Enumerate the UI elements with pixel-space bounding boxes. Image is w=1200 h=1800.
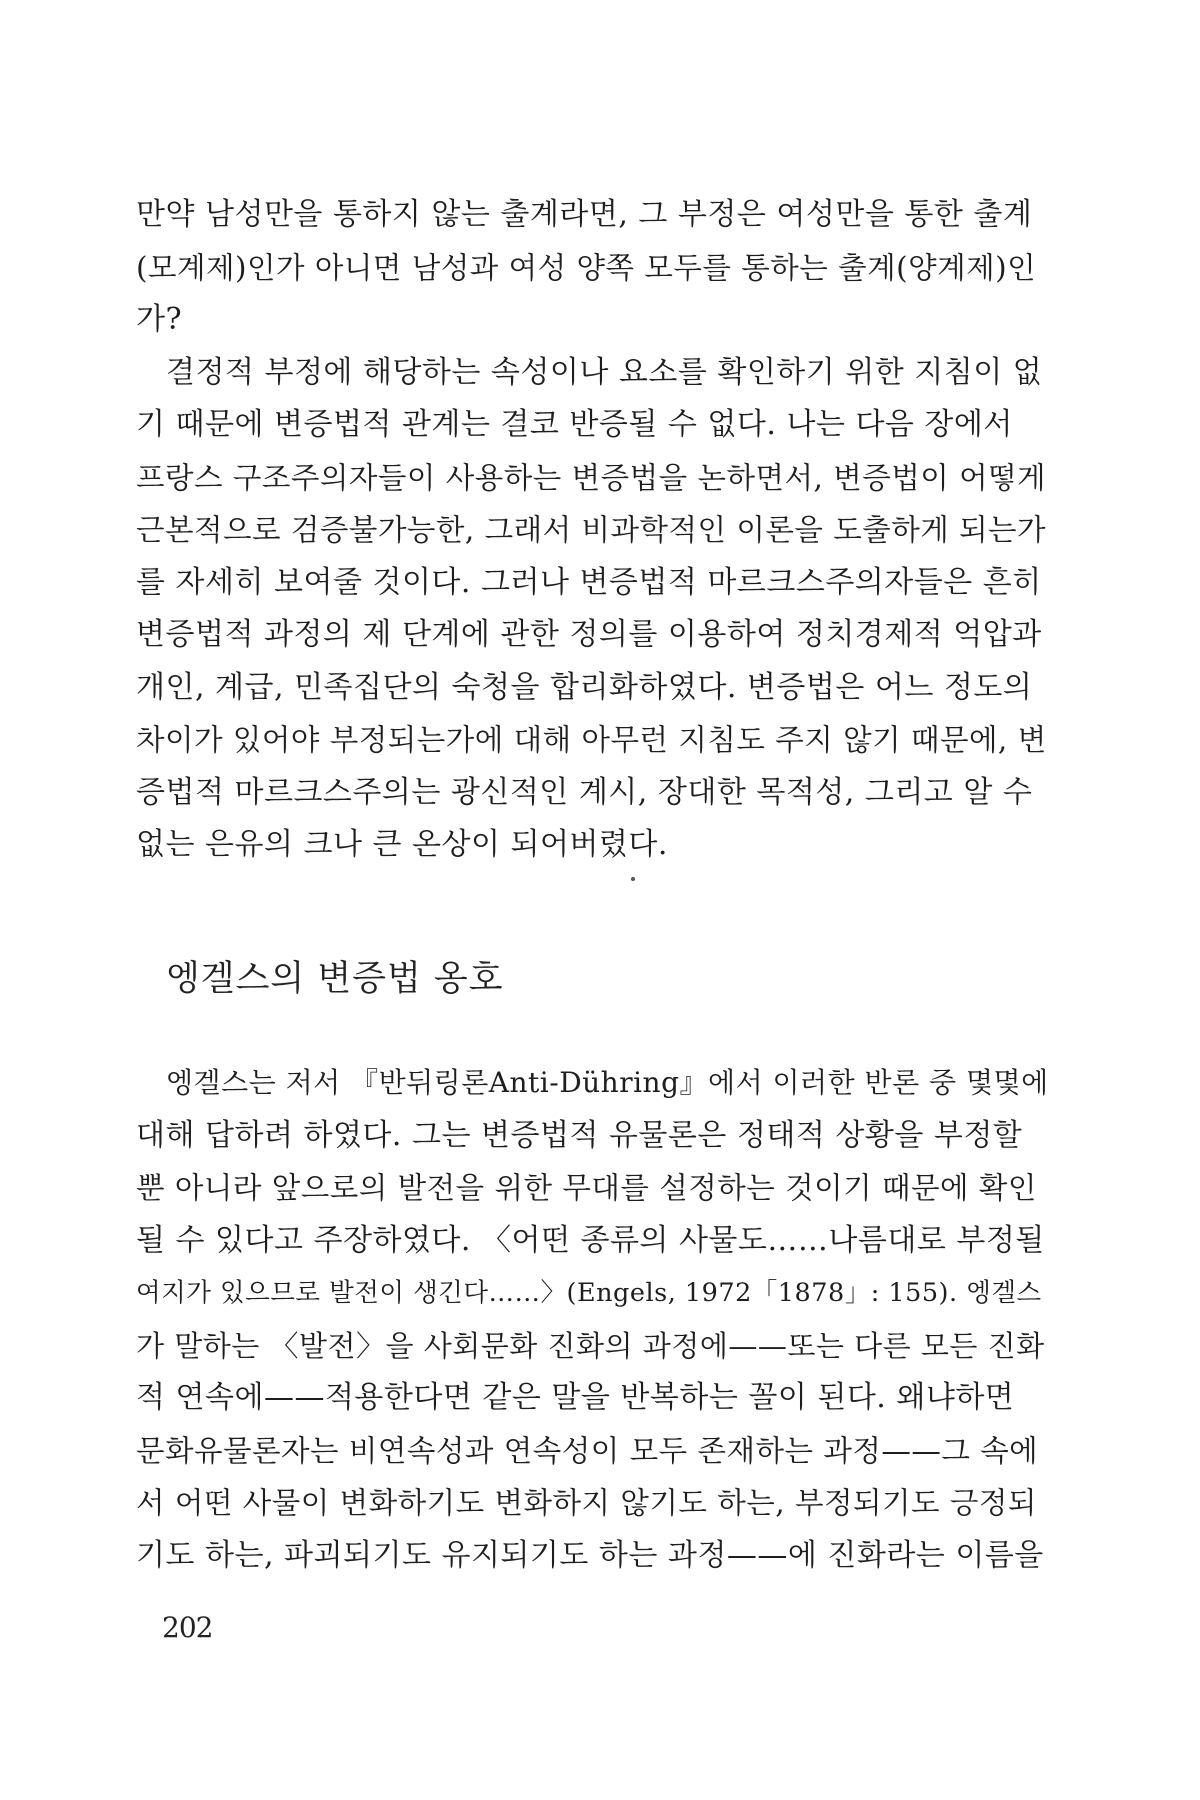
body-line: 를 자세히 보여줄 것이다. 그러나 변증법적 마르크스주의자들은 흔히 bbox=[136, 564, 1042, 600]
body-line: 차이가 있어야 부정되는가에 대해 아무런 지침도 주지 않기 때문에, 변 bbox=[136, 723, 1047, 757]
body-line: 기 때문에 변증법적 관계는 결코 반증될 수 없다. 나는 다음 장에서 bbox=[136, 407, 1013, 442]
body-line: 기도 하는, 파괴되기도 유지되기도 하는 과정——에 진화라는 이름을 bbox=[136, 1537, 1044, 1573]
body-line: 적 연속에——적용한다면 같은 말을 반복하는 꼴이 된다. 왜냐하면 bbox=[136, 1380, 1015, 1415]
body-line: 만약 남성만을 통하지 않는 출계라면, 그 부정은 여성만을 통한 출계 bbox=[136, 197, 1033, 232]
body-line: 없는 은유의 크나 큰 온상이 되어버렸다. bbox=[136, 827, 668, 862]
body-line: 증법적 마르크스주의는 광신적인 계시, 장대한 목적성, 그리고 알 수 bbox=[136, 774, 1033, 810]
body-line: 결정적 부정에 해당하는 속성이나 요소를 확인하기 위한 지침이 없 bbox=[166, 354, 1043, 390]
section-divider-dot bbox=[631, 877, 635, 881]
body-line: 가 말하는 〈발전〉을 사회문화 진화의 과정에——또는 다른 모든 진화 bbox=[136, 1328, 1045, 1363]
body-line: 문화유물론자는 비연속성과 연속성이 모두 존재하는 과정——그 속에 bbox=[136, 1433, 1039, 1468]
body-line: 근본적으로 검증불가능한, 그래서 비과학적인 이론을 도출하게 되는가 bbox=[136, 513, 1047, 547]
body-line: 변증법적 과정의 제 단계에 관한 정의를 이용하여 정치경제적 억압과 bbox=[136, 617, 1042, 652]
body-line: 가? bbox=[136, 302, 183, 337]
body-line: 프랑스 구조주의자들이 사용하는 변증법을 논하면서, 변증법이 어떻게 bbox=[136, 460, 1047, 495]
body-line: 될 수 있다고 주장하였다. 〈어떤 종류의 사물도……나름대로 부정될 bbox=[136, 1222, 1045, 1258]
body-line: 여지가 있으므로 발전이 생긴다……〉(Engels, 1972「1878」: 155). 엥겔스 bbox=[136, 1278, 1042, 1308]
body-line: 뿐 아니라 앞으로의 발전을 위한 무대를 설정하는 것이기 때문에 확인 bbox=[136, 1171, 1037, 1205]
upper-text-block bbox=[136, 189, 1050, 872]
lower-text-block bbox=[136, 1057, 1050, 1582]
page-number: 202 bbox=[162, 1611, 213, 1644]
body-line: 개인, 계급, 민족집단의 숙청을 합리화하였다. 변증법은 어느 정도의 bbox=[136, 669, 1033, 705]
body-line: 엥겔스는 저서 『반뒤링론Anti-Dühring』에서 이러한 반론 중 몇몇에 bbox=[166, 1066, 1049, 1099]
section-heading: 엥겔스의 변증법 옹호 bbox=[166, 959, 504, 999]
body-line: 대해 답하려 하였다. 그는 변증법적 유물론은 정태적 상황을 부정할 bbox=[136, 1117, 1023, 1153]
body-line: 서 어떤 사물이 변화하기도 변화하지 않기도 하는, 부정되기도 긍정되 bbox=[136, 1486, 1037, 1520]
body-line: (모계제)인가 아니면 남성과 여성 양쪽 모두를 통하는 출계(양계제)인 bbox=[136, 250, 1037, 285]
